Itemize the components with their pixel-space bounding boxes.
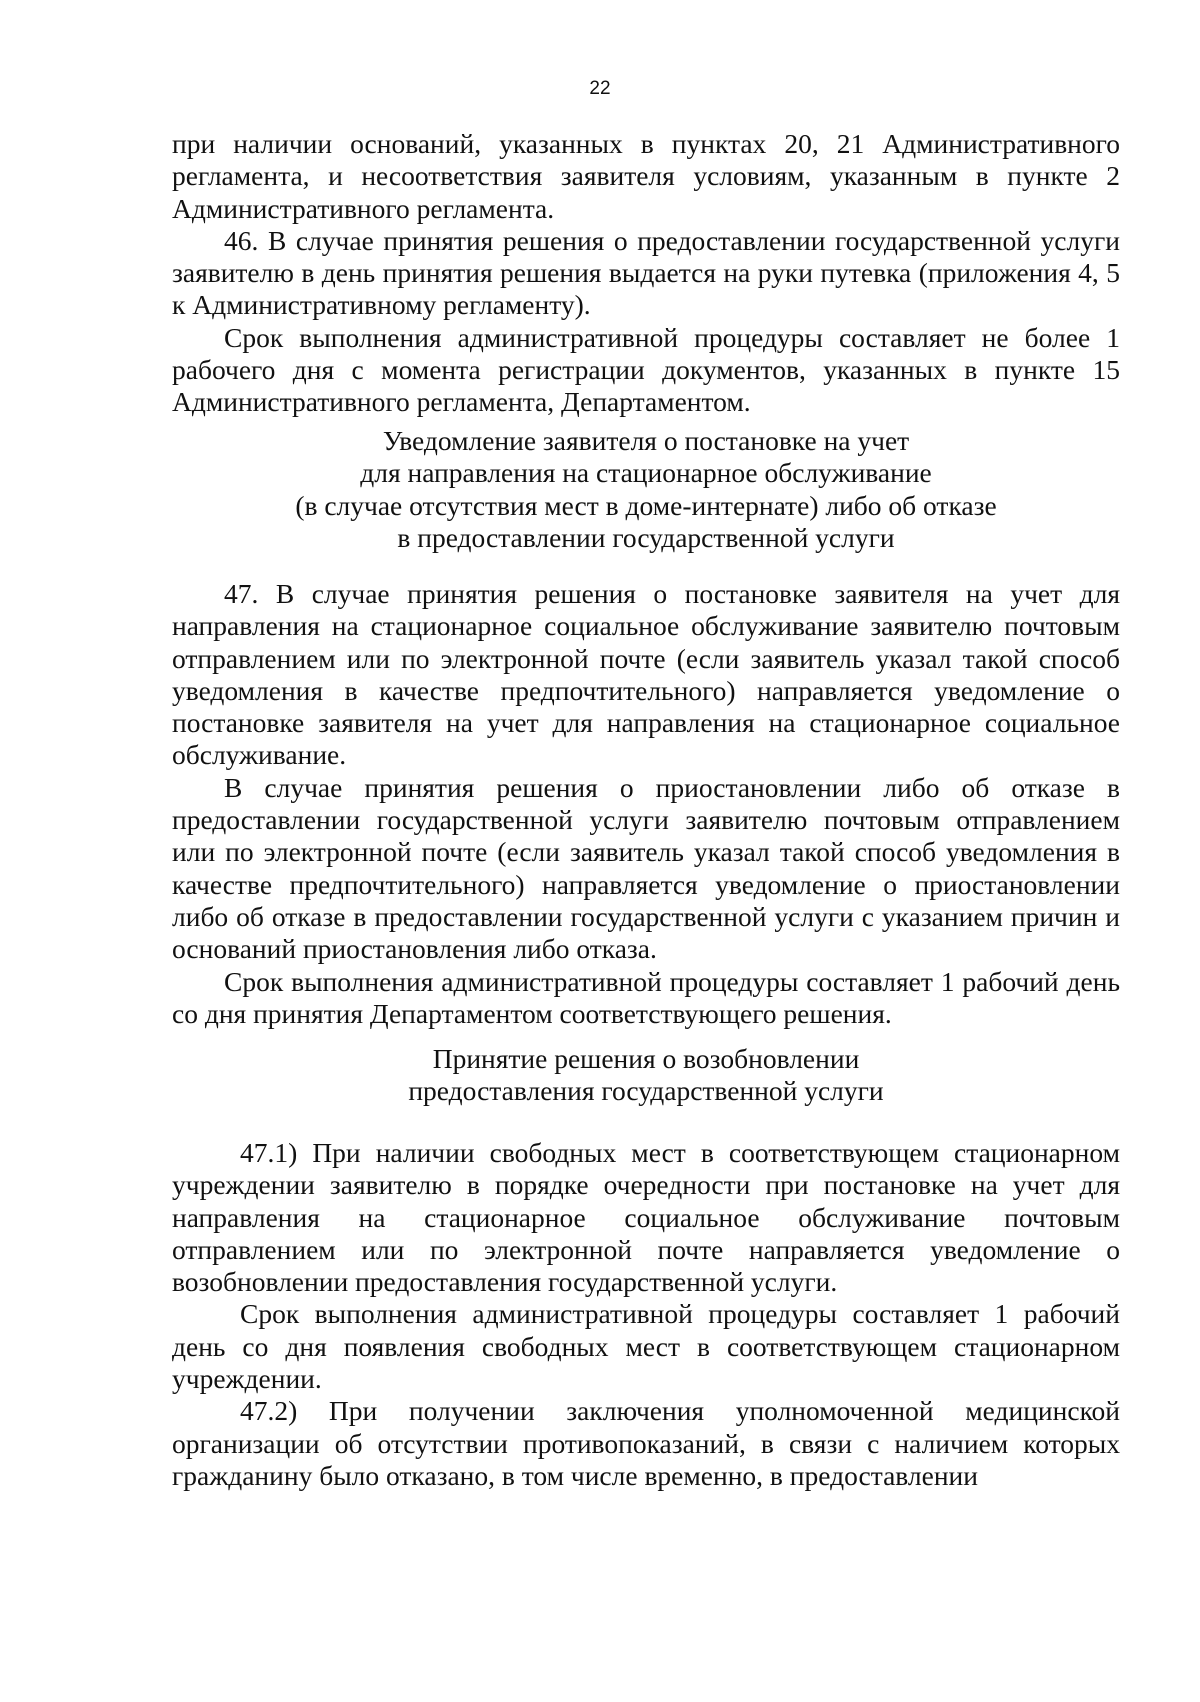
paragraph: при наличии оснований, указанных в пунктах 20, 21 Административного регламента, и несоответствия заявителя условиям, указанным в пункте 2 Административного регламента. (172, 128, 1120, 224)
paragraph-47-2: 47.2) При получении заключения уполномоченной медицинской организации об отсутствии противопоказаний, в связи с наличием которых гражданину было отказано, в том числе временно, в предоставлении (172, 1395, 1120, 1491)
heading-line: (в случае отсутствия мест в доме-интернате) либо об отказе (295, 489, 997, 521)
heading-line: предоставления государственной услуги (408, 1075, 884, 1107)
section-block-3 (172, 1137, 1120, 1492)
paragraph: Срок выполнения административной процедуры составляет не более 1 рабочего дня с момента регистрации документов, указанных в пункте 15 Административного регламента, Департаментом. (172, 321, 1120, 418)
paragraph-47-1: 47.1) При наличии свободных мест в соответствующем стационарном учреждении заявителю в порядке очередности при постановке на учет для направления на стационарное социальное обслуживание почтовым отправлением или по электронной почте направляется уведомление о возобновлении предоставления государственной услуги. (172, 1137, 1120, 1298)
heading-line: для направления на стационарное обслуживание (360, 457, 932, 489)
page-number: 22 (589, 78, 611, 99)
section-block-2 (172, 578, 1120, 1030)
paragraph-46: 46. В случае принятия решения о предоставлении государственной услуги заявителю в день принятия решения выдается на руки путевка (приложения 4, 5 к Административному регламенту). (172, 224, 1120, 321)
paragraph: Срок выполнения административной процедуры составляет 1 рабочий день со дня принятия Департаментом соответствующего решения. (172, 965, 1120, 1029)
heading-line: Уведомление заявителя о постановке на учет (382, 425, 910, 456)
section-heading-resumption (172, 1043, 1120, 1108)
paragraph-47: 47. В случае принятия решения о постановке заявителя на учет для направления на стационарное социальное обслуживание заявителю почтовым отправлением или по электронной почте (если заявитель указал такой способ уведомления в качестве предпочтительного) направляется уведомление о постановке заявителя на учет для направления на стационарное социальное обслуживание. (172, 578, 1120, 771)
section-block-1 (172, 128, 1120, 419)
paragraph: В случае принятия решения о приостановлении либо об отказе в предоставлении государственной услуги заявителю почтовым отправлением или по электронной почте (если заявитель указал такой способ уведомления в качестве предпочтительного) направляется уведомление о приостановлении либо об отказе в предоставлении государственной услуги с указанием причин и оснований приостановления либо отказа. (172, 771, 1120, 965)
heading-line: Принятие решения о возобновлении (432, 1043, 860, 1074)
paragraph: Срок выполнения административной процедуры составляет 1 рабочий день со дня появления свободных мест в соответствующем стационарном учреждении. (172, 1298, 1120, 1395)
section-heading-notification (172, 425, 1120, 554)
heading-line: в предоставлении государственной услуги (397, 521, 895, 553)
